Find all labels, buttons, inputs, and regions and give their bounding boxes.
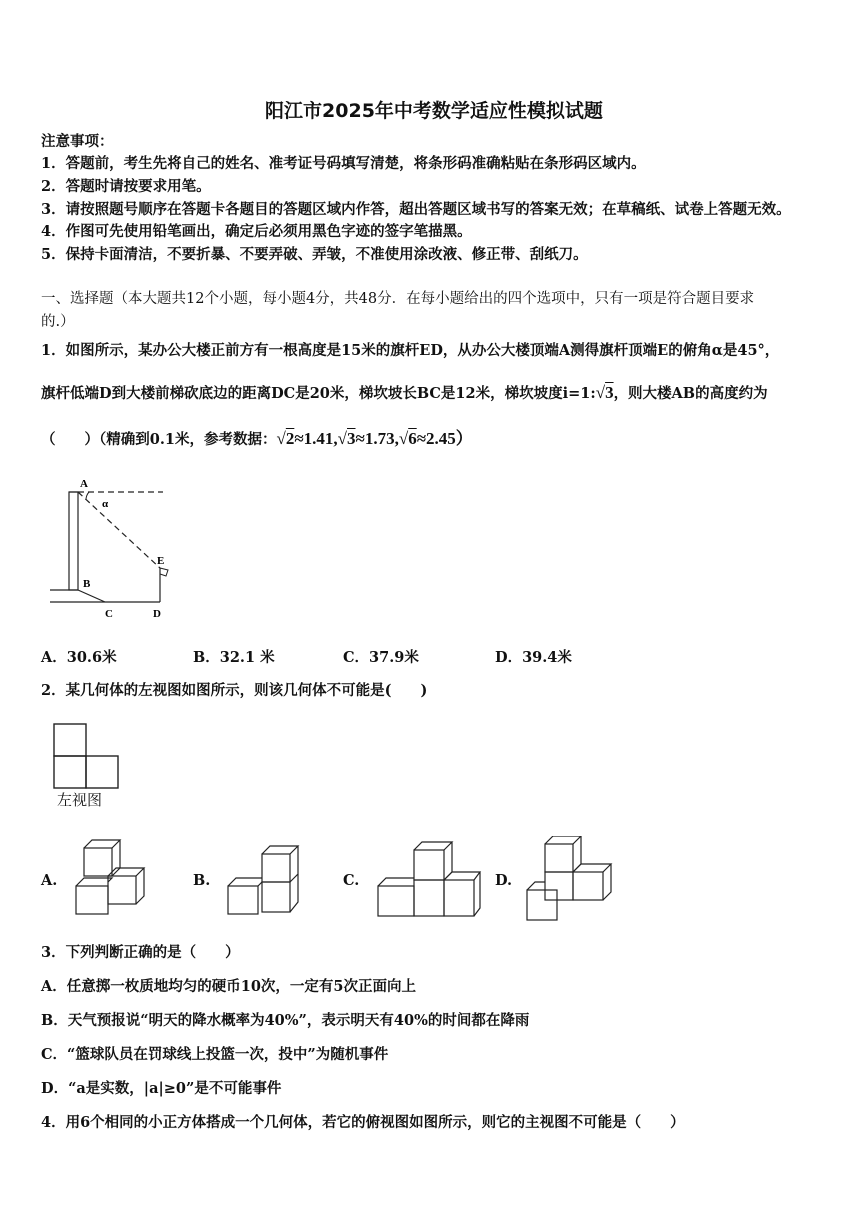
option-d: D．39.4米	[495, 649, 572, 666]
question-1-text: ，则大楼AB的高度约为	[613, 385, 768, 402]
cube-figure-d	[523, 836, 618, 922]
sight-line	[78, 492, 160, 568]
sqrt-icon: √	[337, 429, 348, 448]
label-d: D	[153, 608, 161, 620]
building-outline	[69, 492, 78, 590]
option-c: C．“篮球队员在罚球线上投篮一次，投中”为随机事件	[41, 1046, 389, 1063]
section-heading: 一、选择题（本大题共12个小题，每小题4分，共48分．在每小题给出的四个选项中，只有一项是符合题目要求	[41, 291, 755, 307]
option-b: B．32.1 米	[193, 649, 275, 666]
sqrt-icon: √	[276, 429, 286, 448]
option-a: A．30.6米	[41, 649, 117, 666]
option-d: D.	[495, 872, 513, 889]
radicand: 3	[605, 383, 614, 402]
question-1-text: 旗杆低端D到大楼前梯砍底边的距离DC是20米，梯坎坡长BC是12米，梯坎坡度i=1:	[41, 385, 596, 402]
angle-arc	[86, 492, 89, 500]
approx-value: ≈1.41,	[294, 429, 338, 448]
cube-figure-b	[222, 836, 307, 918]
option-a: A．任意掷一枚质地均匀的硬币10次，一定有5次正面向上	[41, 978, 417, 995]
option-a: A.	[41, 872, 58, 889]
option-c: C.	[343, 872, 360, 889]
label-e: E	[157, 555, 165, 567]
sqrt-icon: √	[398, 429, 409, 448]
left-view-caption: 左视图	[57, 791, 103, 809]
cube-figure-a	[70, 836, 155, 918]
question-4-stem: 4．用6个相同的小正方体搭成一个几何体，若它的俯视图如图所示，则它的主视图不可能是（ ）	[41, 1114, 685, 1131]
question-1-text: （ ）（精确到0.1米，参考数据：	[41, 431, 277, 448]
question-1-line-3	[41, 430, 473, 448]
option-b: B．天气预报说“明天的降水概率为40%”，表示明天有40%的时间都在降雨	[41, 1012, 530, 1029]
left-view-figure	[52, 722, 122, 790]
building-flagpole-diagram	[45, 474, 175, 624]
question-1-line-2	[41, 384, 768, 402]
label-alpha: α	[102, 498, 109, 510]
option-b: B.	[193, 872, 211, 889]
cube-figure-c	[372, 836, 482, 918]
question-2-stem: 2．某几何体的左视图如图所示，则该几何体不可能是( )	[41, 682, 428, 699]
notice-item: 4．作图可先使用铅笔画出，确定后必须用黑色字迹的签字笔描黑。	[41, 223, 472, 240]
notice-item: 5．保持卡面清洁，不要折暴、不要弄破、弄皱，不准使用涂改液、修正带、刮纸刀。	[41, 246, 588, 263]
radicand: 6	[408, 429, 417, 448]
notice-item: 3．请按照题号顺序在答题卡各题目的答题区域内作答，超出答题区域书写的答案无效；在草稿纸、试卷上答题无效。	[41, 201, 791, 218]
option-c: C．37.9米	[343, 649, 419, 666]
radicand: 3	[347, 429, 356, 448]
page-title: 阳江市2025年中考数学适应性模拟试题	[265, 100, 603, 122]
question-3-stem: 3．下列判断正确的是（ ）	[41, 944, 240, 961]
sqrt-icon: √	[595, 383, 606, 402]
approx-value: ≈2.45）	[416, 429, 473, 448]
notice-heading: 注意事项：	[41, 133, 114, 150]
notice-item: 1．答题前，考生先将自己的姓名、准考证号码填写清楚，将条形码准确粘贴在条形码区域内。	[41, 155, 646, 172]
flag	[160, 568, 168, 576]
notice-item: 2．答题时请按要求用笔。	[41, 178, 211, 195]
radicand: 2	[285, 429, 295, 448]
option-d: D．“a是实数，|a|≥0”是不可能事件	[41, 1080, 282, 1097]
question-1-line-1: 1．如图所示，某办公大楼正前方有一根高度是15米的旗杆ED，从办公大楼顶端A测得旗杆顶端E的俯角α是45°，	[41, 342, 780, 359]
approx-value: ≈1.73,	[355, 429, 399, 448]
label-c: C	[105, 608, 113, 620]
slope-bc	[78, 590, 105, 602]
section-heading-cont: 的.）	[41, 314, 75, 330]
label-b: B	[83, 578, 91, 590]
label-a: A	[80, 478, 88, 490]
